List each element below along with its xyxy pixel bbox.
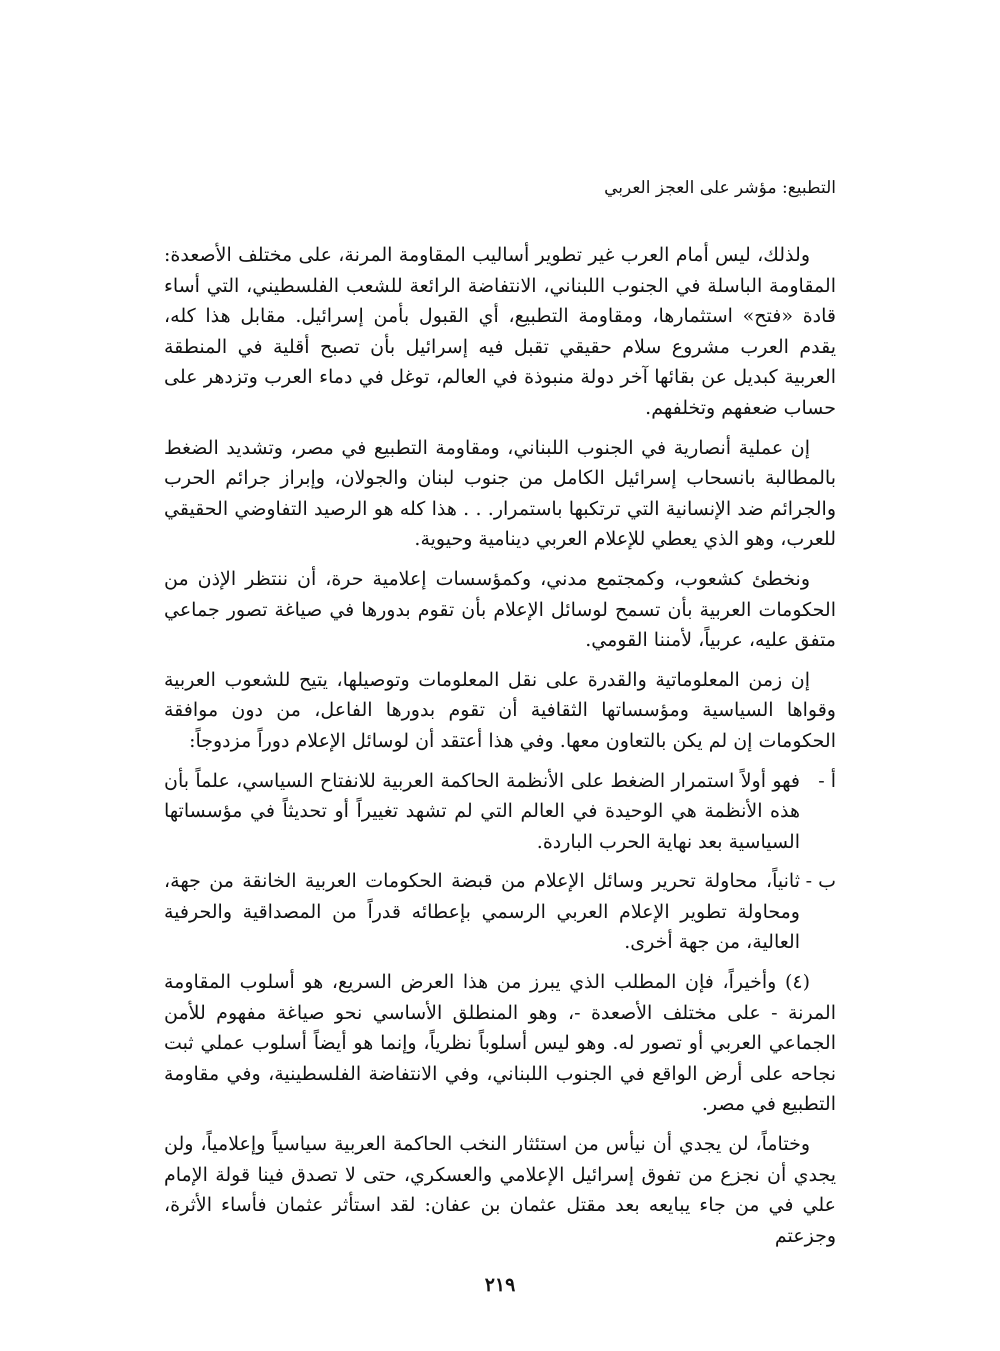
body-text (164, 240, 836, 1260)
paragraph-closing: وختاماً، لن يجدي أن نيأس من استئثار النخب الحاكمة العربية سياسياً وإعلامياً، ولن يجدي أن نجزع من تفوق إسرائيل الإعلامي والعسكري، حتى لا تصدق فينا قولة الإمام علي في من جاء يبايعه بعد مقتل عثمان بن عفان: لقد استأثر عثمان فأساء الأثرة، وجزعتم (164, 1133, 836, 1247)
paragraph-civil-society: ونخطئ كشعوب، وكمجتمع مدني، وكمؤسسات إعلامية حرة، أن ننتظر الإذن من الحكومات العربية بأن تسمح لوسائل الإعلام بأن تقوم بدورها في صياغة تصور جماعي متفق عليه، عربياً، لأمننا القومي. (164, 567, 836, 652)
paragraph-information-age: إن زمن المعلوماتية والقدرة على نقل المعلومات وتوصيلها، يتيح للشعوب العربية وقواها السياسية ومؤسساتها الثقافية أن تقوم بدورها الفاعل، من دون موافقة الحكومات إن لم يكن بالتعاون معها. وفي هذا أعتقد أن لوسائل الإعلام دوراً مزدوجاً: (164, 668, 836, 752)
list-marker-b: ب - (805, 870, 836, 893)
page-number: ٢١٩ (484, 1274, 516, 1296)
paragraph-flexible-resistance: ولذلك، ليس أمام العرب غير تطوير أساليب المقاومة المرنة، على مختلف الأصعدة: المقاومة الباسلة في الجنوب اللبناني، الانتفاضة الرائعة للشعب الفلسطيني، التي أساء قادة «فتح» استثمارها، ومقاومة التطبيع، أي القبول بأمن إسرائيل. مقابل هذا كله، يقدم العرب مشروع سلام حقيقي تقبل فيه إسرائيل بأن تصبح أقلية في المنطقة العربية كبديل عن بقائها آخر دولة منبوذة في العالم، توغل في دماء العرب وتزدهر على حساب ضعفهم وتخلفهم. (164, 244, 836, 419)
running-header: التطبيع: مؤشر على العجز العربي (604, 178, 836, 198)
list-item-a (164, 766, 836, 858)
list-marker-a: أ - (818, 769, 836, 792)
list-item-a-text: فهو أولاً استمرار الضغط على الأنظمة الحاكمة العربية للانفتاح السياسي، علماً بأن هذه الأنظمة هي الوحيدة في العالم التي لم تشهد تغييراً أو تحديثاً في مؤسساتها السياسية بعد نهاية الحرب الباردة. (164, 769, 800, 853)
list-item-b-text: ثانياً، محاولة تحرير وسائل الإعلام من قبضة الحكومات العربية الخانقة من جهة، ومحاولة تطوير الإعلام العربي الرسمي بإعطائه قدراً من المصداقية والحرفية العالية، من جهة أخرى. (164, 870, 800, 954)
paragraph-negotiating-leverage: إن عملية أنصارية في الجنوب اللبناني، ومقاومة التطبيع في مصر، وتشديد الضغط بالمطالبة بانسحاب إسرائيل الكامل من جنوب لبنان والجولان، وإبراز جرائم الحرب والجرائم ضد الإنسانية التي ترتكبها باستمرار. . . هذا كله هو الرصيد التفاوضي الحقيقي للعرب، وهو الذي يعطي للإعلام العربي دينامية وحيوية. (164, 436, 836, 551)
paragraph-conclusion-point-4: (٤) وأخيراً، فإن المطلب الذي يبرز من هذا العرض السريع، هو أسلوب المقاومة المرنة - على مختلف الأصعدة -، وهو المنطلق الأساسي نحو صياغة مفهوم للأمن الجماعي العربي أو تصور له. وهو ليس أسلوباً نظرياً، وإنما هو أيضاً أسلوب عملي ثبت نجاحه على أرض الواقع في الجنوب اللبناني، وفي الانتفاضة الفلسطينية، وفي مقاومة التطبيع في مصر. (164, 971, 836, 1116)
list-item-b (164, 866, 836, 958)
